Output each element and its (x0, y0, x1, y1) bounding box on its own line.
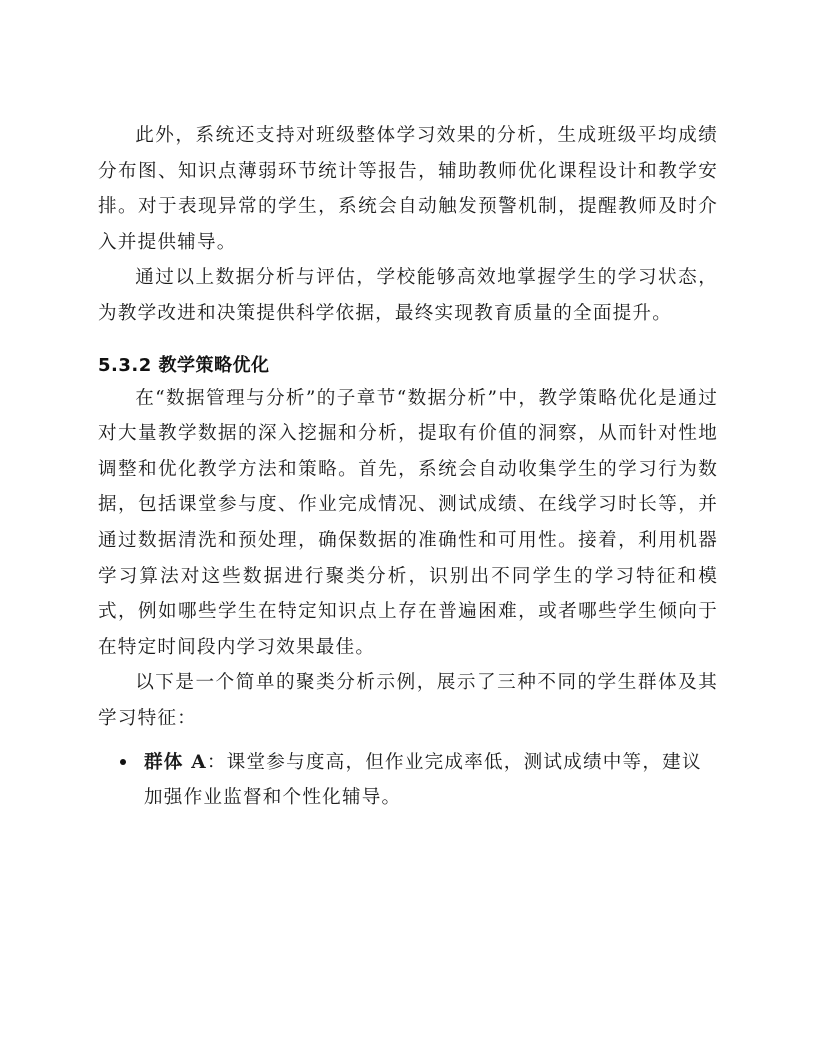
bullet-title: 群体 A (144, 751, 207, 773)
bullet-text: ：课堂参与度高，但作业完成率低，测试成绩中等，建议加强作业监督和个性化辅导。 (144, 751, 702, 809)
paragraph-strategy-optimization: 在“数据管理与分析”的子章节“数据分析”中，教学策略优化是通过对大量教学数据的深入挖掘和分析，提取有价值的洞察，从而针对性地调整和优化教学方法和策略。首先，系统会自动收集学生的学习行为数据，包括课堂参与度、作业完成情况、测试成绩、在线学习时长等，并通过数据清洗和预处理，确保数据的准确性和可用性。接着，利用机器学习算法对这些数据进行聚类分析，识别出不同学生的学习特征和模式，例如哪些学生在特定知识点上存在普遍困难，或者哪些学生倾向于在特定时间段内学习效果最佳。 (98, 387, 718, 658)
paragraph-class-analysis: 此外，系统还支持对班级整体学习效果的分析，生成班级平均成绩分布图、知识点薄弱环节统计等报告，辅助教师优化课程设计和教学安排。对于表现异常的学生，系统会自动触发预警机制，提醒教师及时介入并提供辅导。 (98, 125, 718, 253)
paragraph-cluster-intro: 以下是一个简单的聚类分析示例，展示了三种不同的学生群体及其学习特征： (98, 672, 718, 729)
list-item (98, 745, 718, 816)
paragraph-summary: 通过以上数据分析与评估，学校能够高效地掌握学生的学习状态，为教学改进和决策提供科学依据，最终实现教育质量的全面提升。 (98, 267, 718, 324)
bullet-icon (120, 759, 126, 765)
document-body (98, 118, 718, 816)
cluster-group-list (98, 745, 718, 816)
section-heading: 5.3.2 教学策略优化 (98, 354, 270, 376)
